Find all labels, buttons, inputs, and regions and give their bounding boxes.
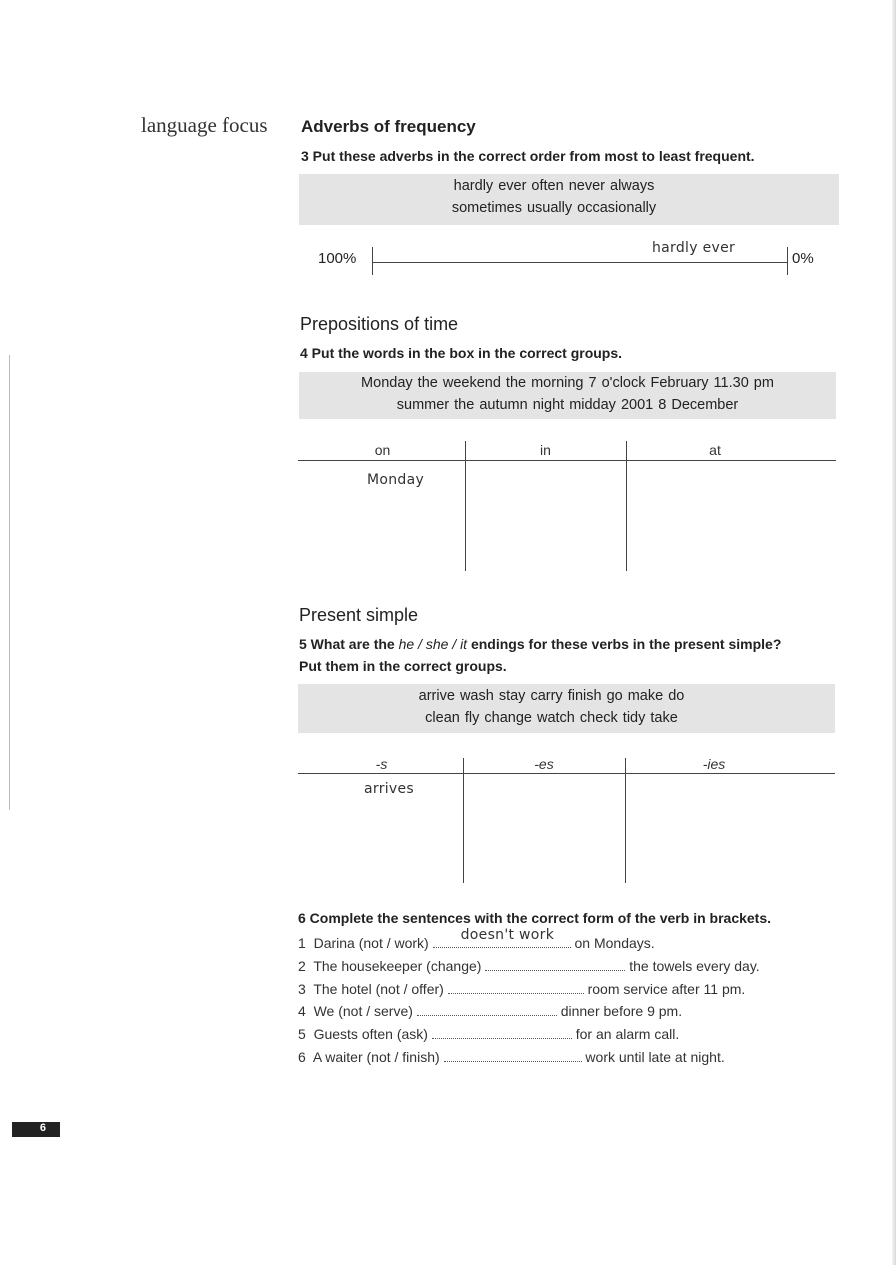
instruction-line-2: Put them in the correct groups. bbox=[299, 658, 507, 674]
adverbs-word-box bbox=[299, 174, 839, 225]
adverbs-example-answer: hardly ever bbox=[652, 240, 736, 256]
margin-rule bbox=[9, 355, 10, 810]
verbs-table-rule bbox=[298, 773, 835, 774]
page-edge-shadow bbox=[892, 0, 896, 1265]
sentence-number: 3 bbox=[298, 981, 306, 997]
sentence-5 bbox=[298, 1026, 679, 1042]
sentence-number: 1 bbox=[298, 935, 306, 951]
prepositions-table-rule bbox=[298, 460, 836, 461]
sentence-4 bbox=[298, 1003, 682, 1019]
answer-blank[interactable] bbox=[448, 981, 584, 994]
column-header-on: on bbox=[374, 442, 391, 458]
page-number: 6 bbox=[39, 1122, 46, 1134]
sentence-6 bbox=[298, 1049, 725, 1065]
prepositions-word-box bbox=[299, 372, 836, 419]
column-header-ies: -ies bbox=[702, 756, 726, 772]
verbs-box-line-2: clean fly change watch check tidy take bbox=[425, 710, 678, 726]
column-header-in: in bbox=[540, 442, 551, 458]
adverbs-title: Adverbs of frequency bbox=[301, 117, 476, 136]
scale-right-tick bbox=[787, 247, 788, 275]
instruction-part: endings for these verbs in the present simple? bbox=[467, 636, 782, 652]
sentence-ending: room service after 11 pm. bbox=[587, 981, 746, 997]
adverbs-instruction: 3 Put these adverbs in the correct order from most to least frequent. bbox=[301, 148, 755, 164]
answer-blank[interactable] bbox=[433, 927, 571, 948]
verbs-word-box bbox=[298, 684, 835, 733]
column-header-at: at bbox=[709, 442, 721, 458]
sentence-number: 6 bbox=[298, 1049, 306, 1065]
sentence-number: 5 bbox=[298, 1026, 306, 1042]
exercise6-instruction: 6 Complete the sentences with the correct form of the verb in brackets. bbox=[298, 910, 772, 926]
sentence-ending: on Mondays. bbox=[574, 935, 655, 951]
prepositions-instruction: 4 Put the words in the box in the correct groups. bbox=[300, 345, 623, 361]
sentence-ending: for an alarm call. bbox=[575, 1026, 680, 1042]
instruction-italic: he / she / it bbox=[398, 636, 468, 652]
sentence-1 bbox=[298, 927, 655, 951]
sentence-prompt: Guests often (ask) bbox=[313, 1026, 428, 1042]
sentence-prompt: A waiter (not / finish) bbox=[312, 1049, 440, 1065]
answer-blank[interactable] bbox=[417, 1003, 557, 1016]
sentence-number: 2 bbox=[298, 958, 306, 974]
scale-right-label: 0% bbox=[792, 250, 814, 267]
scale-left-label: 100% bbox=[318, 250, 357, 267]
present-simple-instruction bbox=[299, 633, 781, 677]
scale-left-tick bbox=[372, 247, 373, 275]
handwritten-answer: doesn't work bbox=[460, 927, 555, 943]
frequency-scale-line bbox=[372, 262, 787, 263]
verbs-column-divider bbox=[625, 758, 626, 883]
instruction-part: 5 What are the bbox=[299, 636, 399, 652]
verbs-box-line-1: arrive wash stay carry finish go make do bbox=[418, 688, 685, 704]
sentence-3 bbox=[298, 981, 745, 997]
sentence-prompt: Darina (not / work) bbox=[313, 935, 429, 951]
prepositions-column-divider bbox=[626, 441, 627, 571]
sentence-2 bbox=[298, 958, 760, 974]
verbs-example-answer: arrives bbox=[364, 781, 415, 797]
adverbs-box-line-2: sometimes usually occasionally bbox=[451, 200, 657, 216]
answer-blank[interactable] bbox=[432, 1026, 572, 1039]
prepositions-box-line-2: summer the autumn night midday 2001 8 December bbox=[396, 397, 739, 413]
answer-blank[interactable] bbox=[444, 1049, 582, 1062]
adverbs-box-line-1: hardly ever often never always bbox=[453, 178, 655, 194]
verbs-column-divider bbox=[463, 758, 464, 883]
sentence-prompt: The housekeeper (change) bbox=[313, 958, 482, 974]
sentence-prompt: The hotel (not / offer) bbox=[313, 981, 444, 997]
sentence-ending: work until late at night. bbox=[585, 1049, 725, 1065]
sentence-ending: dinner before 9 pm. bbox=[560, 1003, 683, 1019]
present-simple-title: Present simple bbox=[299, 605, 419, 625]
sentence-prompt: We (not / serve) bbox=[313, 1003, 413, 1019]
page-number-tab bbox=[12, 1122, 60, 1137]
prepositions-column-divider bbox=[465, 441, 466, 571]
sentence-number: 4 bbox=[298, 1003, 306, 1019]
prepositions-box-line-1: Monday the weekend the morning 7 o'clock February 11.30 pm bbox=[361, 375, 774, 391]
sentence-ending: the towels every day. bbox=[629, 958, 760, 974]
prepositions-example-answer: Monday bbox=[367, 472, 425, 488]
column-header-es: -es bbox=[534, 756, 554, 772]
prepositions-title: Prepositions of time bbox=[300, 314, 459, 334]
section-side-title: language focus bbox=[141, 113, 268, 137]
answer-blank[interactable] bbox=[485, 958, 625, 971]
column-header-s: -s bbox=[375, 756, 388, 772]
